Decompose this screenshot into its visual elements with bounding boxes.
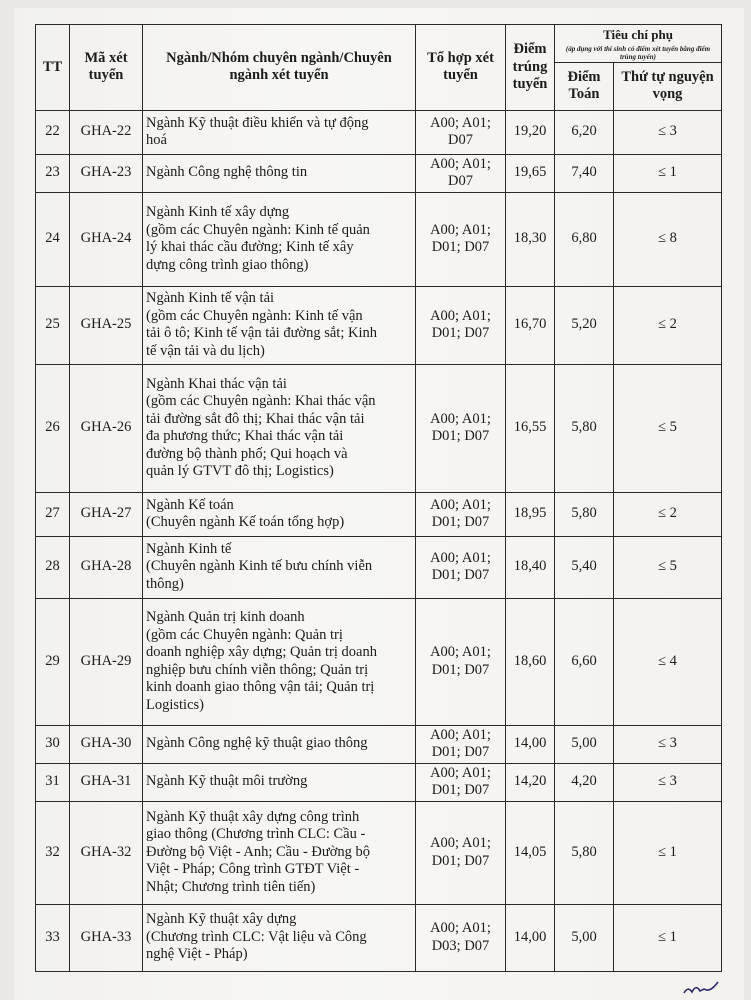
row-combo-line: A00; A01;: [430, 496, 491, 513]
row-math: 5,80: [555, 801, 614, 904]
row-combo: [416, 110, 506, 154]
row-combo-line: D01; D07: [431, 428, 490, 444]
table-row: [36, 725, 722, 763]
row-combo: [416, 598, 506, 725]
row-major-line: (gồm các Chuyên ngành: Khai thác vận: [146, 393, 376, 409]
row-combo-line: D01; D07: [431, 239, 490, 255]
row-math: 5,20: [555, 286, 614, 364]
row-major-line: Ngành Kinh tế: [146, 540, 232, 557]
row-code: GHA-25: [70, 286, 143, 364]
row-score: 18,95: [506, 492, 555, 536]
row-major-line: đa phương thức; Khai thác vận tải: [146, 428, 344, 444]
row-major-line: đường bộ thành phố; Qui hoạch và: [146, 445, 348, 462]
row-code: GHA-30: [70, 725, 143, 763]
row-major: [143, 725, 416, 763]
row-code: GHA-31: [70, 763, 143, 801]
row-combo-line: A00; A01;: [430, 764, 491, 781]
row-tt: 33: [36, 904, 70, 971]
row-combo: [416, 801, 506, 904]
row-major: [143, 154, 416, 192]
row-combo-line: A00; A01;: [430, 835, 491, 851]
row-score: 14,00: [506, 904, 555, 971]
row-combo-line: A00; A01;: [430, 549, 491, 566]
row-tt: 30: [36, 725, 70, 763]
row-major-line: dựng công trình giao thông): [146, 256, 309, 273]
row-major-line: (gồm các Chuyên ngành: Quản trị: [146, 626, 343, 643]
table-row: [36, 763, 722, 801]
row-score: 19,65: [506, 154, 555, 192]
row-combo-line: D01; D07: [431, 852, 490, 869]
row-combo-line: A00; A01;: [430, 726, 491, 743]
row-combo-line: A00; A01;: [430, 644, 491, 660]
header-sub-note: (áp dụng với thí sinh có điểm xét tuyển bằng điểm trúng tuyển): [565, 44, 711, 61]
row-major-line: Ngành Công nghệ thông tin: [146, 164, 308, 181]
row-score: 18,60: [506, 598, 555, 725]
row-major: [143, 364, 416, 492]
table-row: [36, 598, 722, 725]
row-combo-line: D01; D07: [431, 567, 490, 583]
row-tt: 25: [36, 286, 70, 364]
header-code: Mã xét tuyển: [70, 25, 143, 111]
row-major-line: Logistics): [146, 696, 204, 713]
row-major: [143, 598, 416, 725]
row-combo: [416, 492, 506, 536]
table-row: [36, 801, 722, 904]
row-combo-line: A00; A01;: [430, 307, 491, 324]
row-order: ≤ 8: [614, 192, 722, 286]
row-combo-line: A00; A01;: [430, 155, 491, 172]
row-code: GHA-32: [70, 801, 143, 904]
row-order: ≤ 3: [614, 110, 722, 154]
row-code: GHA-22: [70, 110, 143, 154]
row-combo-line: D01; D07: [431, 782, 490, 798]
row-major-line: Ngành Khai thác vận tải: [146, 375, 287, 392]
row-major-line: hoá: [146, 132, 167, 148]
row-math: 7,40: [555, 154, 614, 192]
row-major-line: lý khai thác cầu đường; Kinh tế xây: [146, 239, 354, 255]
row-major-line: nghệ Việt - Pháp): [146, 946, 248, 963]
row-combo: [416, 154, 506, 192]
table-row: [36, 110, 722, 154]
row-combo: [416, 286, 506, 364]
table-row: [36, 536, 722, 598]
row-math: 6,20: [555, 110, 614, 154]
row-math: 5,00: [555, 904, 614, 971]
row-code: GHA-27: [70, 492, 143, 536]
header-sub-criteria: [555, 25, 722, 63]
row-score: 19,20: [506, 110, 555, 154]
row-major-line: tế vận tải và du lịch): [146, 342, 265, 359]
row-major-line: giao thông (Chương trình CLC: Cầu -: [146, 826, 366, 843]
row-order: ≤ 1: [614, 801, 722, 904]
document-sheet: [14, 8, 744, 1000]
row-score: 18,30: [506, 192, 555, 286]
row-combo-line: A00; A01;: [430, 410, 491, 427]
row-major-line: Ngành Kế toán: [146, 496, 234, 513]
row-major-line: Đường bộ Việt - Anh; Cầu - Đường bộ: [146, 843, 371, 860]
row-major-line: kinh doanh giao thông vận tải; Quản trị: [146, 679, 375, 695]
table-row: [36, 904, 722, 971]
table-row: [36, 154, 722, 192]
row-order: ≤ 2: [614, 492, 722, 536]
row-order: ≤ 3: [614, 763, 722, 801]
row-score: 14,00: [506, 725, 555, 763]
row-combo: [416, 763, 506, 801]
row-score: 16,55: [506, 364, 555, 492]
header-score: Điểm trúng tuyển: [506, 25, 555, 111]
row-major-line: (Chuyên ngành Kinh tế bưu chính viễn: [146, 558, 373, 575]
row-tt: 26: [36, 364, 70, 492]
row-combo-line: D01; D07: [431, 514, 490, 530]
header-tt: TT: [36, 25, 70, 111]
row-major-line: (gồm các Chuyên ngành: Kinh tế quản: [146, 221, 370, 238]
row-order: ≤ 2: [614, 286, 722, 364]
row-tt: 27: [36, 492, 70, 536]
row-combo: [416, 192, 506, 286]
row-combo: [416, 904, 506, 971]
row-math: 4,20: [555, 763, 614, 801]
row-order: ≤ 1: [614, 154, 722, 192]
row-combo-line: D01; D07: [431, 661, 490, 678]
row-combo-line: D03; D07: [431, 937, 490, 954]
row-major: [143, 192, 416, 286]
row-major-line: doanh nghiệp xây dựng; Quản trị doanh: [146, 644, 377, 660]
row-major-line: Ngành Công nghệ kỹ thuật giao thông: [146, 735, 368, 752]
row-code: GHA-28: [70, 536, 143, 598]
header-combo: Tổ hợp xét tuyển: [416, 25, 506, 111]
row-major-line: (gồm các Chuyên ngành: Kinh tế vận: [146, 307, 363, 324]
row-tt: 23: [36, 154, 70, 192]
row-combo-line: D01; D07: [431, 325, 490, 341]
header-math: Điểm Toán: [555, 62, 614, 110]
row-major-line: Ngành Kỹ thuật xây dựng: [146, 911, 297, 928]
row-major-line: tải ô tô; Kinh tế vận tải đường sắt; Kinh: [146, 325, 377, 341]
row-code: GHA-29: [70, 598, 143, 725]
row-score: 14,20: [506, 763, 555, 801]
row-order: ≤ 5: [614, 536, 722, 598]
row-order: ≤ 4: [614, 598, 722, 725]
row-tt: 22: [36, 110, 70, 154]
row-score: 18,40: [506, 536, 555, 598]
row-major: [143, 904, 416, 971]
row-combo: [416, 536, 506, 598]
row-major-line: Ngành Kinh tế xây dựng: [146, 204, 290, 220]
row-major: [143, 286, 416, 364]
row-major-line: (Chuyên ngành Kế toán tổng hợp): [146, 514, 345, 530]
row-major-line: Ngành Kỹ thuật xây dựng công trình: [146, 808, 360, 825]
row-major-line: Ngành Kỹ thuật môi trường: [146, 773, 308, 790]
row-major-line: Việt - Pháp; Công trình GTĐT Việt -: [146, 861, 360, 878]
row-math: 5,00: [555, 725, 614, 763]
row-major: [143, 801, 416, 904]
row-major-line: nghiệp bưu chính viễn thông; Quản trị: [146, 661, 369, 678]
row-combo-line: D07: [448, 132, 473, 148]
row-major-line: (Chương trình CLC: Vật liệu và Công: [146, 928, 367, 945]
row-tt: 28: [36, 536, 70, 598]
table-row: [36, 492, 722, 536]
row-math: 5,80: [555, 492, 614, 536]
row-math: 5,80: [555, 364, 614, 492]
row-major: [143, 110, 416, 154]
row-tt: 29: [36, 598, 70, 725]
signature-mark: [682, 980, 722, 996]
row-tt: 31: [36, 763, 70, 801]
row-code: GHA-23: [70, 154, 143, 192]
row-score: 14,05: [506, 801, 555, 904]
row-major-line: Nhật; Chương trình tiên tiến): [146, 878, 316, 895]
row-major-line: Ngành Quản trị kinh doanh: [146, 609, 305, 625]
header-major: Ngành/Nhóm chuyên ngành/Chuyên ngành xét tuyển: [143, 25, 416, 111]
row-math: 6,60: [555, 598, 614, 725]
row-major-line: Ngành Kinh tế vận tải: [146, 290, 275, 306]
row-combo-line: A00; A01;: [430, 221, 491, 238]
row-major: [143, 763, 416, 801]
table-row: [36, 364, 722, 492]
table-body: [36, 110, 722, 971]
row-combo: [416, 364, 506, 492]
row-major-line: Ngành Kỹ thuật điều khiển và tự động: [146, 114, 369, 131]
admission-table: [35, 24, 722, 972]
row-tt: 32: [36, 801, 70, 904]
row-order: ≤ 1: [614, 904, 722, 971]
row-code: GHA-24: [70, 192, 143, 286]
row-math: 6,80: [555, 192, 614, 286]
row-math: 5,40: [555, 536, 614, 598]
row-major-line: thông): [146, 575, 184, 592]
row-score: 16,70: [506, 286, 555, 364]
row-major: [143, 536, 416, 598]
row-tt: 24: [36, 192, 70, 286]
row-code: GHA-26: [70, 364, 143, 492]
row-combo: [416, 725, 506, 763]
table-row: [36, 192, 722, 286]
row-major: [143, 492, 416, 536]
row-order: ≤ 3: [614, 725, 722, 763]
row-combo-line: D01; D07: [431, 744, 490, 760]
row-order: ≤ 5: [614, 364, 722, 492]
row-combo-line: A00; A01;: [430, 920, 491, 936]
row-combo-line: D07: [448, 173, 473, 189]
row-major-line: quản lý GTVT đô thị; Logistics): [146, 463, 334, 479]
row-major-line: tải đường sắt đô thị; Khai thác vận tải: [146, 410, 365, 427]
table-row: [36, 286, 722, 364]
row-combo-line: A00; A01;: [430, 114, 491, 131]
row-code: GHA-33: [70, 904, 143, 971]
header-order: Thứ tự nguyện vọng: [614, 62, 722, 110]
header-sub-title: Tiêu chí phụ: [603, 27, 673, 42]
